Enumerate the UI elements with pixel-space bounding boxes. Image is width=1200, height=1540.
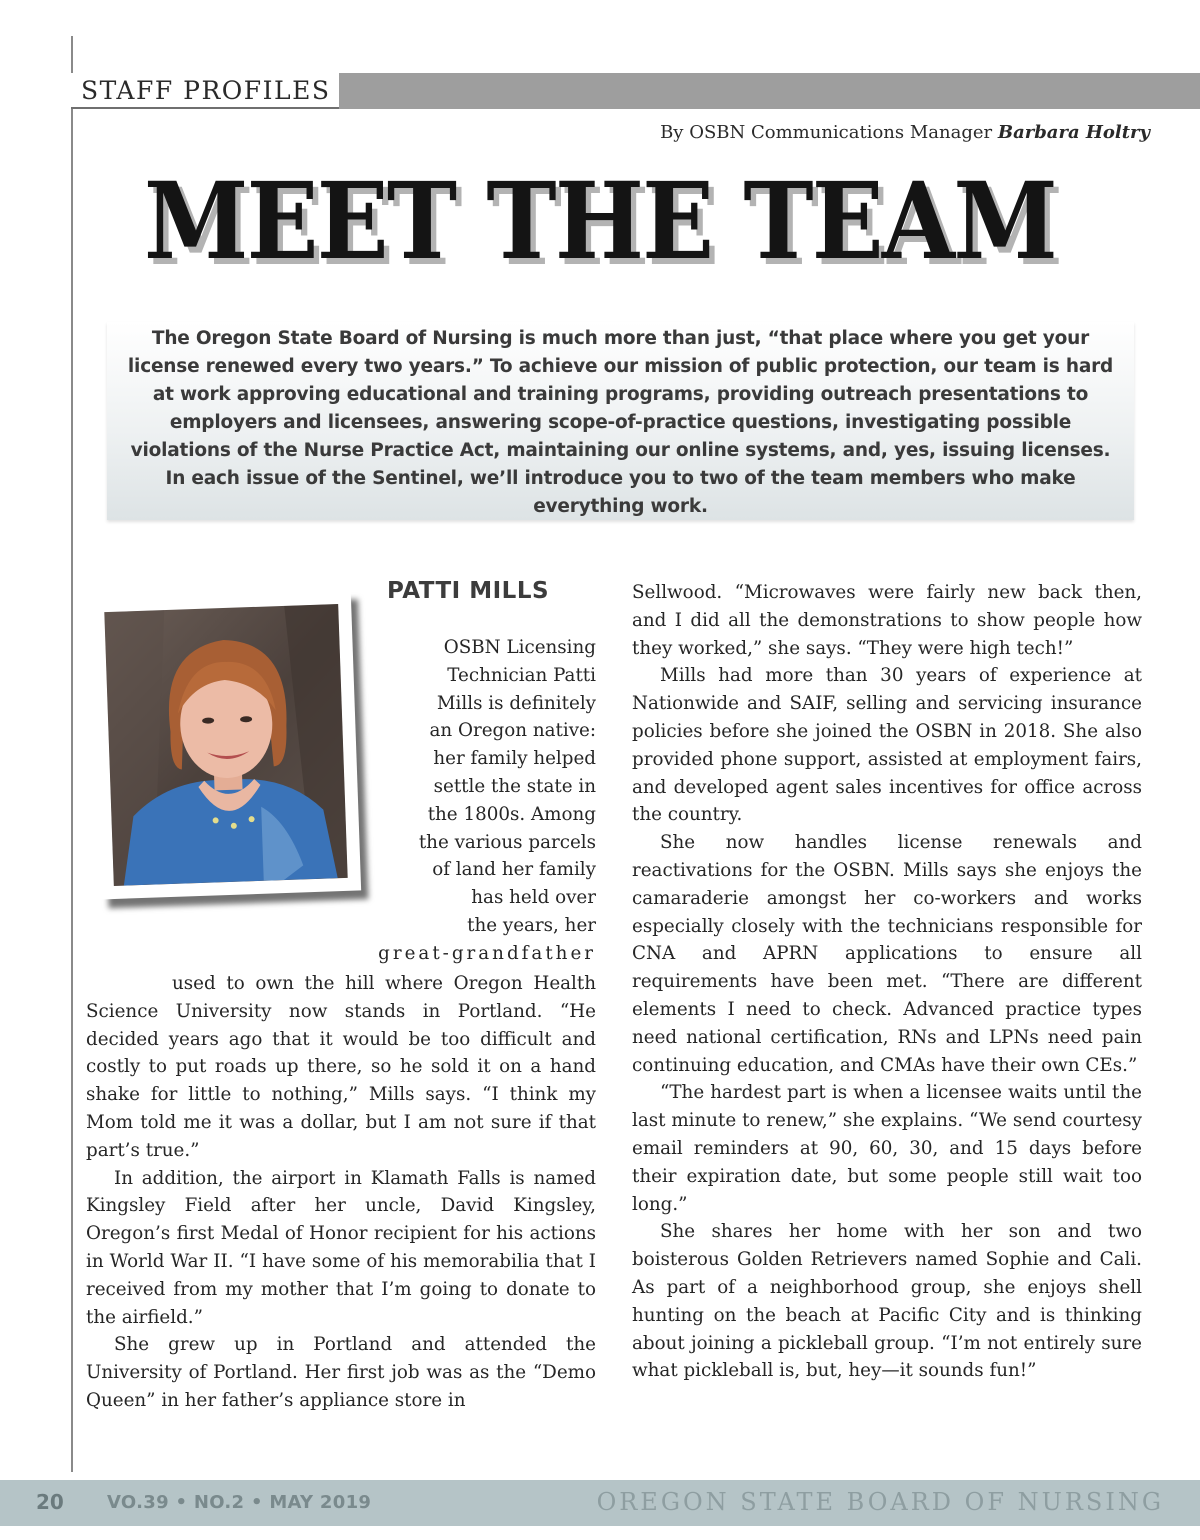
wrapped-line: has held over xyxy=(471,887,596,909)
section-header xyxy=(71,73,1200,109)
byline xyxy=(660,122,1150,143)
wrapped-line: the years, her xyxy=(467,914,596,936)
page-number: 20 xyxy=(36,1490,64,1514)
left-column xyxy=(86,970,596,1415)
section-bar-fill xyxy=(339,73,1200,109)
page-title: MEET THE TEAM xyxy=(144,158,1056,283)
right-column xyxy=(632,579,1142,1385)
wrapped-line: Technician Patti xyxy=(447,664,596,686)
paragraph: She grew up in Portland and attended the University of Portland. Her first job was as the “Demo Queen” in her father’s appliance store in xyxy=(86,1334,596,1411)
page-footer xyxy=(0,1480,1200,1526)
wrapped-line: the various parcels xyxy=(418,831,596,853)
paragraph: Sellwood. “Microwaves were fairly new back then, and I did all the demonstrations to show people how they worked,” she says. “They were high tech!” xyxy=(632,582,1142,659)
byline-author: Barbara Holtry xyxy=(997,122,1150,143)
wrapped-line: OSBN Licensing xyxy=(443,637,596,658)
wrapped-line: settle the state in xyxy=(433,775,596,797)
section-label: STAFF PROFILES xyxy=(71,73,349,109)
wrapped-line: the 1800s. Among xyxy=(427,803,596,825)
issue-info: VO.39 • NO.2 • MAY 2019 xyxy=(107,1492,372,1513)
wrapped-text xyxy=(300,634,596,968)
wrapped-line: great-grandfather xyxy=(378,942,596,964)
intro-box xyxy=(107,322,1134,520)
wrapped-line: her family helped xyxy=(433,748,596,770)
organization-name: OREGON STATE BOARD OF NURSING xyxy=(596,1488,1164,1516)
paragraph: In addition, the airport in Klamath Falls is named Kingsley Field after her uncle, David Kingsley, Oregon’s first Medal of Honor recipient for his actions in World War II. “I have some of his memorabilia that I received from my mother that I’m going to donate to the airfield.” xyxy=(86,1167,596,1328)
profile-name: PATTI MILLS xyxy=(387,578,550,604)
paragraph: used to own the hill where Oregon Health Science University now stands in Portland. “He decided years ago that it would be too difficult and costly to put roads up there, so he sold it on a hand shake for little to nothing,” Mills says. “I think my Mom told me it was a dollar, but I am not sure if that part’s true.” xyxy=(86,973,596,1161)
paragraph: She now handles license renewals and reactivations for the OSBN. Mills says she enjoys the camaraderie amongst her co-workers and works especially closely with the technicians responsible for CNA and APRN applications to ensure all requirements have been met. “There are different elements I need to check. Advanced practice types need national certification, RNs and LPNs need pain continuing education, and CMAs have their own CEs.” xyxy=(632,832,1142,1076)
intro-text: The Oregon State Board of Nursing is much more than just, “that place where you get your license renewed every two years.” To achieve our mission of public protection, our team is hard at work approving educational and training programs, providing outreach presentations to employers and licensees, answering scope-of-practice questions, investigating possible violations of the Nurse Practice Act, maintaining our online systems, and, yes, issuing licenses. In each issue of the Sentinel, we’ll introduce you to two of the team members who make everything work. xyxy=(127,328,1114,517)
wrapped-line: Mills is definitely xyxy=(436,692,596,714)
wrapped-line: an Oregon native: xyxy=(429,720,596,742)
paragraph: “The hardest part is when a licensee waits until the last minute to renew,” she explains. “We send courtesy email reminders at 90, 60, 30, and 15 days before their expiration date, but some people still wait too long.” xyxy=(632,1082,1142,1215)
byline-prefix: By OSBN Communications Manager xyxy=(660,122,998,143)
paragraph: She shares her home with her son and two boisterous Golden Retrievers named Sophie and Cali. As part of a neighborhood group, she enjoys shell hunting on the beach at Pacific City and is thinking about joining a pickleball group. “I’m not entirely sure what pickleball is, but, hey—it sounds fun!” xyxy=(632,1221,1142,1382)
paragraph: Mills had more than 30 years of experience at Nationwide and SAIF, selling and servicing insurance policies before she joined the OSBN in 2018. She also provided phone support, assisted at employment fairs, and developed agent sales incentives for office across the country. xyxy=(632,665,1142,826)
wrapped-line: of land her family xyxy=(432,859,596,881)
